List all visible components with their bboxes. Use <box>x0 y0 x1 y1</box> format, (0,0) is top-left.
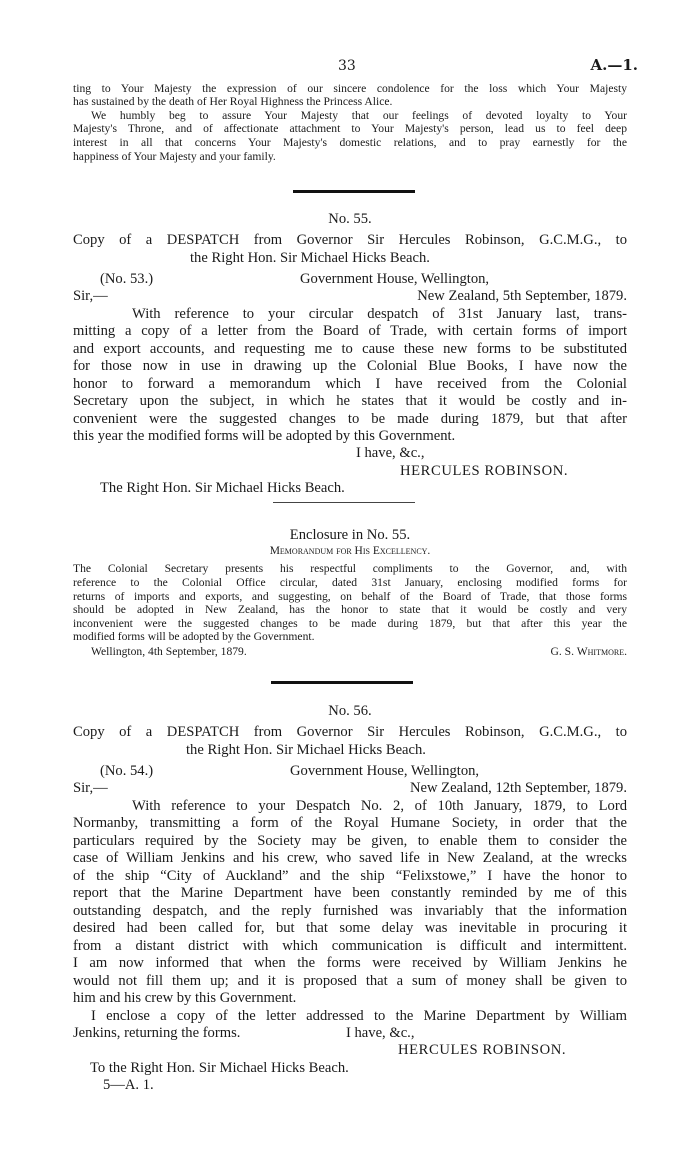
section-divider <box>271 681 413 684</box>
text-line: Majesty's Throne, and of affectionate attachment to Your Majesty's person, lead us to feel deep <box>73 122 627 135</box>
text-line: We humbly beg to assure Your Majesty that our feelings of devoted loyalty to Your <box>91 109 627 122</box>
despatch-ref-number: (No. 53.) <box>100 271 154 287</box>
addressee: To the Right Hon. Sir Michael Hicks Beach. <box>90 1060 349 1076</box>
text-line: of the ship “City of Auckland” and the ship “Felixstowe,” I have the honor to <box>73 868 627 884</box>
page-number: 33 <box>338 58 356 74</box>
salutation: Sir,— <box>73 780 108 796</box>
text-line: desired had been called for, but that some delay was inevitable in procuring it <box>73 920 627 936</box>
text-line: With reference to your Despatch No. 2, of 10th January, 1879, to Lord <box>132 798 627 814</box>
despatch-number: No. 56. <box>328 703 372 719</box>
despatch-title-line: Copy of a DESPATCH from Governor Sir Hercules Robinson, G.C.M.G., to <box>73 232 627 248</box>
address-line: Government House, Wellington, <box>300 271 490 287</box>
text-line: particulars required by the Society may be given, to enable them to consider the <box>73 833 627 849</box>
text-line: case of William Jenkins and his crew, who saved life in New Zealand, at the wrecks <box>73 850 627 866</box>
address-line: Government House, Wellington, <box>290 763 480 779</box>
memorandum-signature: G. S. Whitmore. <box>550 645 627 658</box>
enclosure-title: Enclosure in No. 55. <box>289 527 411 543</box>
salutation: Sir,— <box>73 288 108 304</box>
text-line: would not fill them up; and it is proposed that a sum of money shall be given to <box>73 973 627 989</box>
text-line: Jenkins, returning the forms. <box>73 1025 241 1041</box>
text-line: convenient were the suggested changes to be made during 1879, but that after <box>73 411 627 427</box>
text-line: report that the Marine Department have been constantly reminded by me of this <box>73 885 627 901</box>
text-line: returns of imports and exports, and suggesting, on behalf of the Board of Trade, that those forms <box>73 590 627 603</box>
address-date: New Zealand, 5th September, 1879. <box>417 288 627 304</box>
document-reference: A.—1. <box>590 56 638 74</box>
text-line: outstanding despatch, and the reply furnished was invariably that the information <box>73 903 627 919</box>
address-date: New Zealand, 12th September, 1879. <box>409 780 627 796</box>
signature: HERCULES ROBINSON. <box>400 463 569 479</box>
text-line: modified forms will be adopted by the Government. <box>73 630 315 643</box>
despatch-title-line: the Right Hon. Sir Michael Hicks Beach. <box>186 742 426 758</box>
signature: HERCULES ROBINSON. <box>398 1042 567 1058</box>
text-line: from a distant district with which communication is difficult and intermittent. <box>73 938 627 954</box>
text-line: should be adopted in New Zealand, has the honor to state that it would be costly and very <box>73 603 627 616</box>
text-line: Secretary upon the subject, in which he states that it would be costly and in- <box>73 393 627 409</box>
text-line: this year the modified forms will be adopted by this Government. <box>73 428 456 444</box>
closing: I have, &c., <box>356 445 425 461</box>
addressee: The Right Hon. Sir Michael Hicks Beach. <box>100 480 345 496</box>
memorandum-place-date: Wellington, 4th September, 1879. <box>91 645 247 658</box>
text-line: Normanby, transmitting a form of the Royal Humane Society, in order that the <box>73 815 627 831</box>
text-line: for those now in use in drawing up the Colonial Blue Books, I have now the <box>73 358 627 374</box>
despatch-ref-number: (No. 54.) <box>100 763 154 779</box>
text-line: The Colonial Secretary presents his respectful compliments to the Governor, and, with <box>73 562 627 575</box>
text-line: has sustained by the death of Her Royal Highness the Princess Alice. <box>73 95 393 108</box>
text-line: With reference to your circular despatch of 31st January last, trans- <box>132 306 627 322</box>
despatch-number: No. 55. <box>328 211 372 227</box>
text-line: I enclose a copy of the letter addressed to the Marine Department by William <box>91 1008 627 1024</box>
signature-mark: 5—A. 1. <box>103 1077 154 1093</box>
text-line: and export accounts, and requesting me to cause these new forms to be substituted <box>73 341 627 357</box>
text-line: inconvenient were the suggested changes to be made during 1879, but that after this year the <box>73 617 627 630</box>
text-line: ting to Your Majesty the expression of our sincere condolence for the loss which Your Majesty <box>73 82 627 95</box>
text-line: I am now informed that when the forms were received by William Jenkins he <box>73 955 627 971</box>
text-line: interest in all that concerns Your Majesty's domestic relations, and to pray earnestly for the <box>73 136 627 149</box>
despatch-title-line: Copy of a DESPATCH from Governor Sir Hercules Robinson, G.C.M.G., to <box>73 724 627 740</box>
closing: I have, &c., <box>346 1025 415 1041</box>
section-divider <box>293 190 415 193</box>
text-line: reference to the Colonial Office circular, dated 31st January, enclosing modified forms for <box>73 576 627 589</box>
memorandum-title: Memorandum for His Excellency. <box>269 545 431 557</box>
text-line: mitting a copy of a letter from the Board of Trade, with certain forms of import <box>73 323 627 339</box>
despatch-title-line: the Right Hon. Sir Michael Hicks Beach. <box>190 250 430 266</box>
text-line: him and his crew by this Government. <box>73 990 297 1006</box>
text-line: honor to forward a memorandum which I have received from the Colonial <box>73 376 627 392</box>
text-line: happiness of Your Majesty and your family. <box>73 150 276 163</box>
section-divider <box>273 502 415 503</box>
